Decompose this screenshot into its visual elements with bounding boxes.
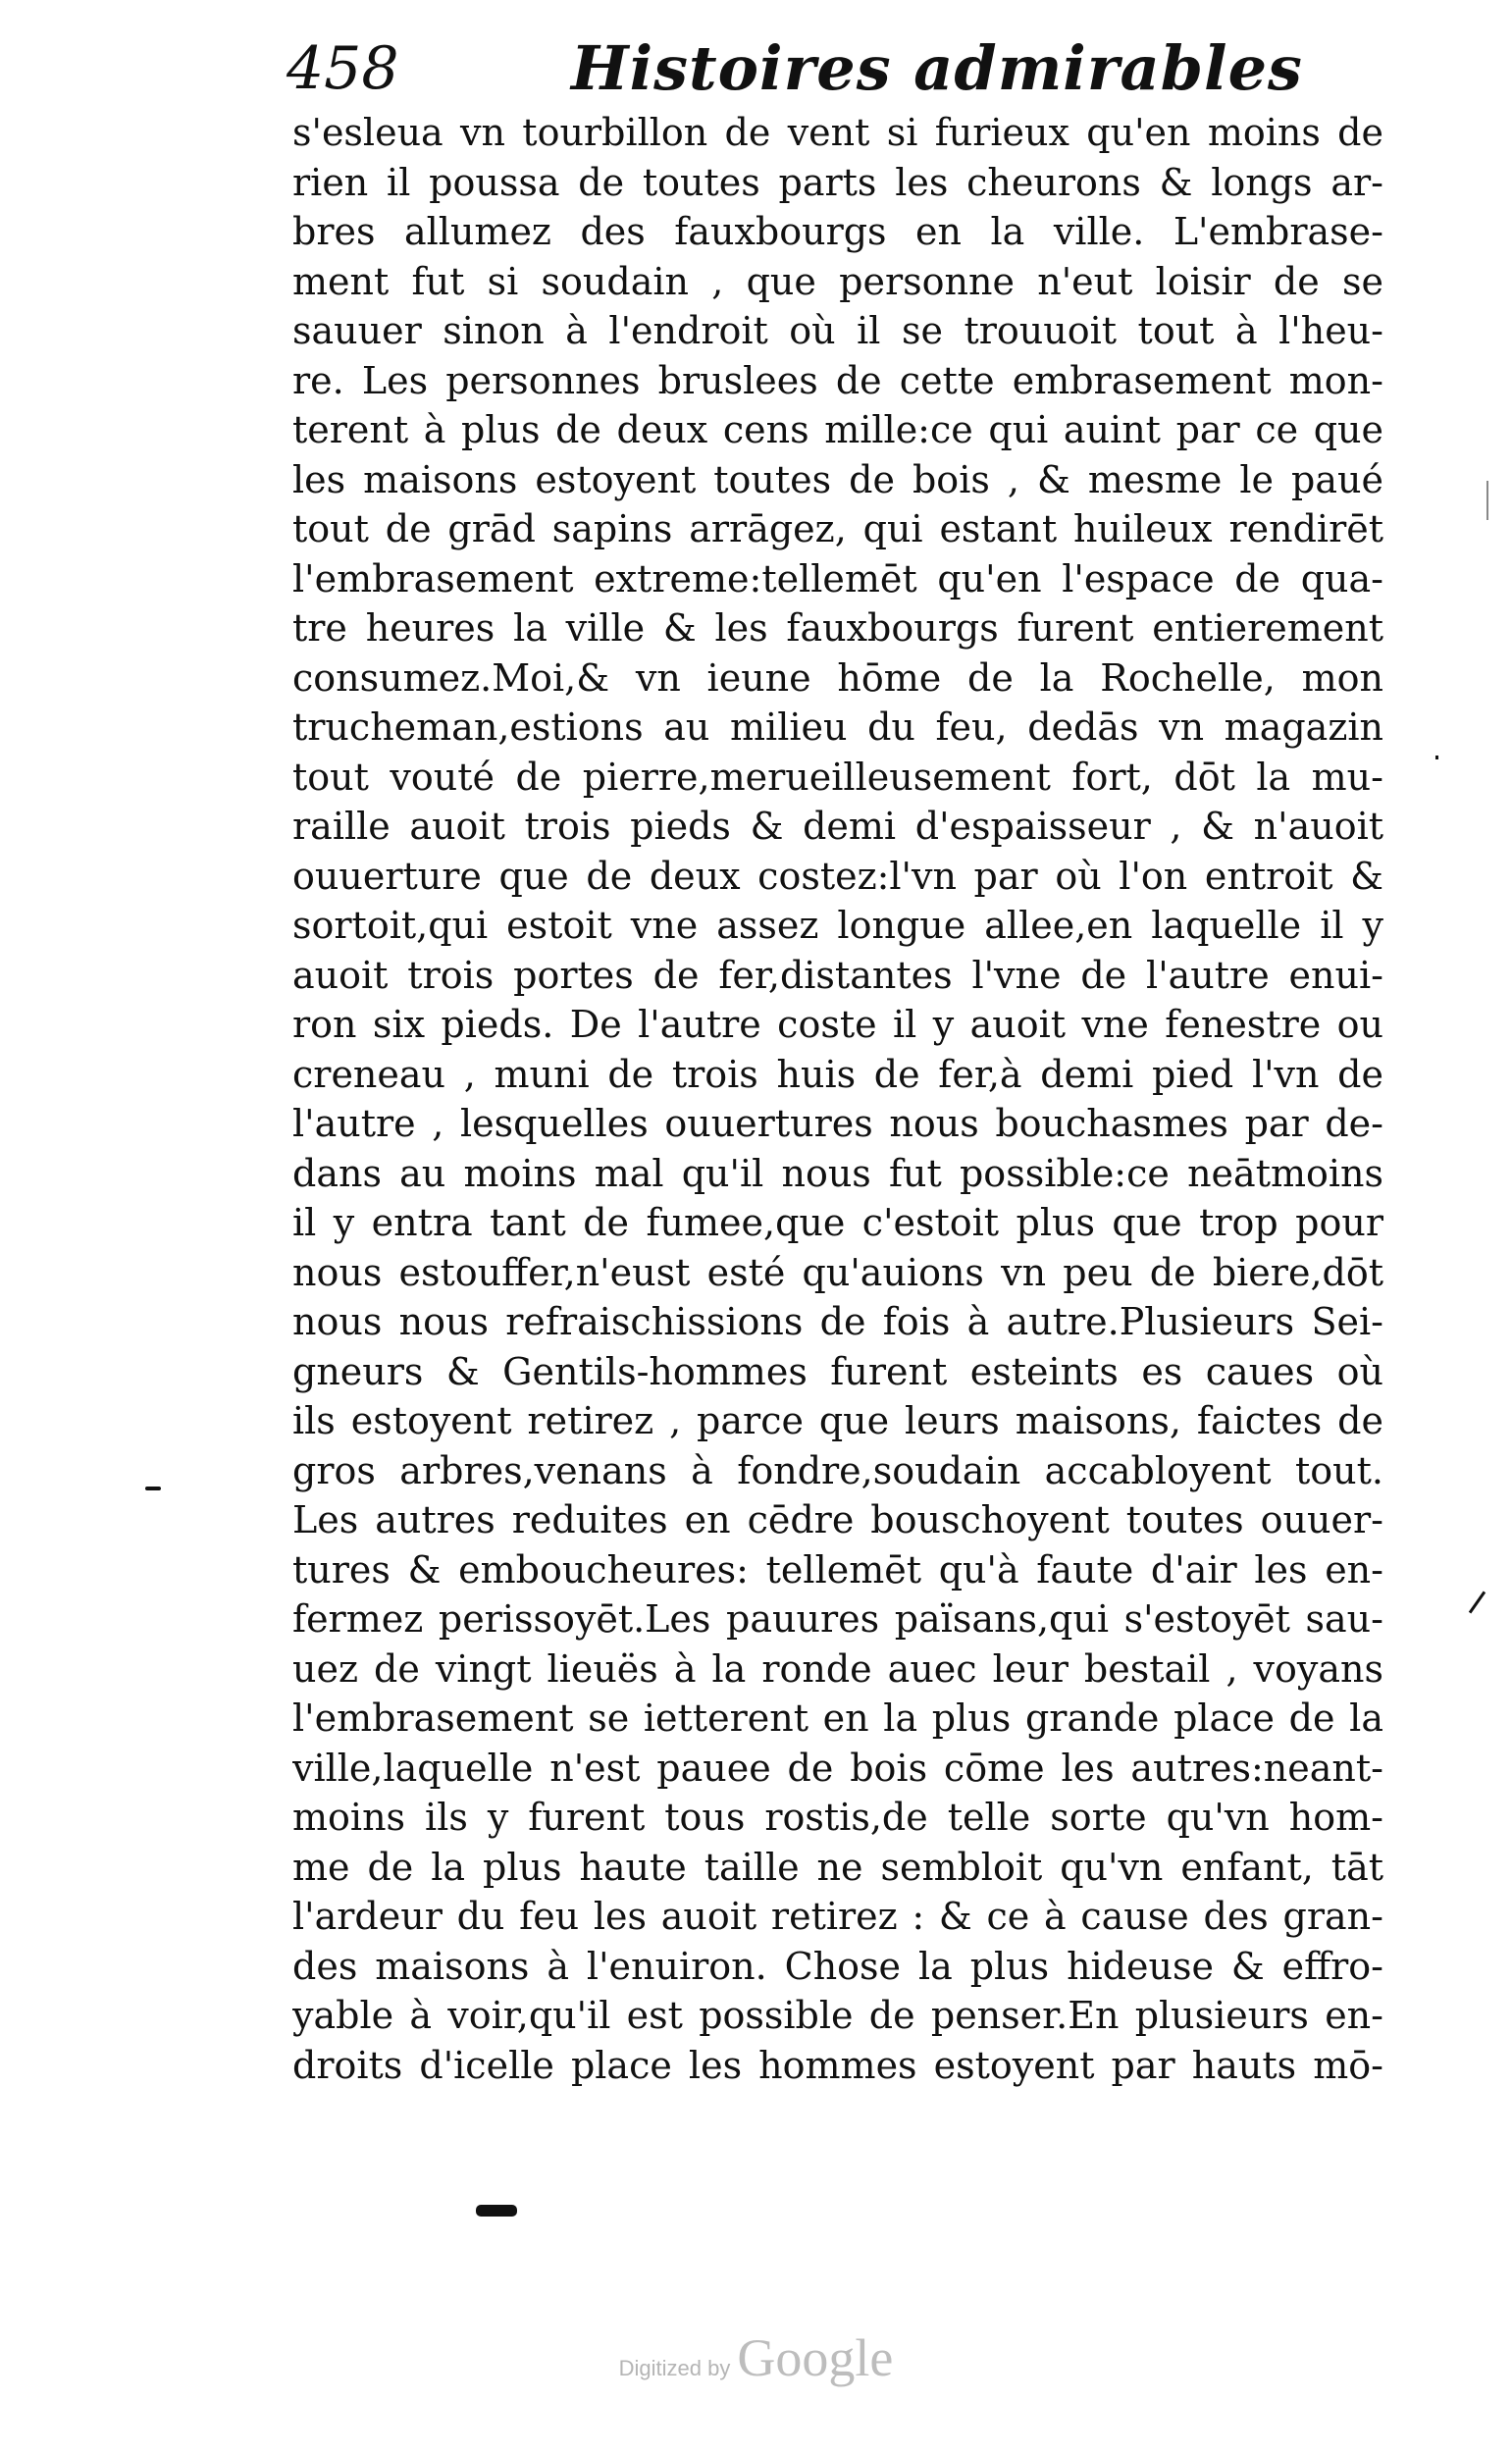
text-line: gneurs & Gentils-hommes furent esteints es caues où: [292, 1349, 1383, 1393]
text-line: Les autres reduites en cēdre bouschoyent toutes ouuer-: [292, 1498, 1383, 1541]
text-line: des maisons à l'enuiron. Chose la plus hideuse & effro-: [292, 1944, 1383, 1988]
text-line: l'autre , lesquelles ouuertures nous bouchasmes par de-: [292, 1102, 1383, 1145]
margin-mark: [1486, 481, 1488, 520]
text-line: bres allumez des fauxbourgs en la ville. L'embrase-: [292, 210, 1383, 253]
text-line: rien il poussa de toutes parts les cheurons & longs ar-: [292, 160, 1383, 204]
text-line: yable à voir,qu'il est possible de penser.En plusieurs en-: [292, 1994, 1383, 2037]
text-line: me de la plus haute taille ne sembloit qu'vn enfant, tāt: [292, 1845, 1383, 1889]
running-title: Histoires admirables: [571, 32, 1303, 104]
page-header: [287, 29, 1376, 108]
ink-blot: [476, 2205, 517, 2217]
text-line: fermez perissoyēt.Les pauures païsans,qui s'estoyēt sau-: [292, 1597, 1383, 1641]
text-line: auoit trois portes de fer,distantes l'vne de l'autre enui-: [292, 953, 1383, 997]
text-line: tout de grād sapins arrāgez, qui estant huileux rendirēt: [292, 507, 1383, 550]
text-line: sortoit,qui estoit vne assez longue allee,en laquelle il y: [292, 904, 1383, 947]
text-line: nous nous refraischissions de fois à autre.Plusieurs Sei-: [292, 1300, 1383, 1343]
margin-mark: [145, 1487, 161, 1490]
body-text: [292, 108, 1383, 2090]
text-line: trucheman,estions au milieu du feu, dedās vn magazin: [292, 705, 1383, 749]
text-line: raille auoit trois pieds & demi d'espaisseur , & n'auoit: [292, 805, 1383, 848]
text-line: nous estouffer,n'eust esté qu'auions vn peu de biere,dōt: [292, 1250, 1383, 1294]
text-line: ment fut si soudain , que personne n'eut loisir de se: [292, 259, 1383, 303]
text-line: uez de vingt lieuës à la ronde auec leur bestail , voyans: [292, 1646, 1383, 1691]
digitization-watermark: [0, 2327, 1512, 2396]
text-line: creneau , muni de trois huis de fer,à demi pied l'vn de: [292, 1052, 1383, 1096]
text-line: re. Les personnes bruslees de cette embrasement mon-: [292, 358, 1383, 402]
text-line: dans au moins mal qu'il nous fut possible:ce neātmoins: [292, 1151, 1383, 1195]
text-line: terent à plus de deux cens mille:ce qui auint par ce que: [292, 408, 1383, 451]
google-logo: Google: [737, 2328, 894, 2387]
text-line: sauuer sinon à l'endroit où il se trouuoit tout à l'heu-: [292, 309, 1383, 352]
text-line: l'ardeur du feu les auoit retirez : & ce à cause des gran-: [292, 1895, 1383, 1938]
digitized-by-label: Digitized by: [618, 2356, 731, 2380]
margin-mark: [1435, 756, 1438, 759]
text-line: les maisons estoyent toutes de bois , & mesme le paué: [292, 457, 1383, 501]
text-line: moins ils y furent tous rostis,de telle sorte qu'vn hom-: [292, 1796, 1383, 1839]
text-line: gros arbres,venans à fondre,soudain accabloyent tout.: [292, 1448, 1383, 1492]
text-line: tre heures la ville & les fauxbourgs furent entierement: [292, 606, 1383, 650]
text-line: s'esleua vn tourbillon de vent si furieux qu'en moins de: [292, 111, 1383, 154]
text-line: l'embrasement extreme:tellemēt qu'en l'espace de qua-: [292, 556, 1383, 600]
text-line: ron six pieds. De l'autre coste il y auoit vne fenestre ou: [292, 1003, 1383, 1046]
page-number: 458: [287, 34, 399, 103]
text-line: tures & emboucheures: tellemēt qu'à faute d'air les en-: [292, 1547, 1383, 1592]
text-line: ils estoyent retirez , parce que leurs maisons, faictes de: [292, 1399, 1383, 1442]
text-line: ouuerture que de deux costez:l'vn par où l'on entroit &: [292, 854, 1383, 898]
text-line: l'embrasement se ietterent en la plus grande place de la: [292, 1696, 1383, 1740]
margin-mark: [1469, 1591, 1486, 1613]
text-line: tout vouté de pierre,merueilleusement fort, dōt la mu-: [292, 755, 1383, 799]
text-line: droits d'icelle place les hommes estoyent par hauts mō-: [292, 2043, 1383, 2087]
text-line: ville,laquelle n'est pauee de bois cōme les autres:neant-: [292, 1746, 1383, 1790]
text-line: consumez.Moi,& vn ieune hōme de la Rochelle, mon: [292, 655, 1383, 700]
text-line: il y entra tant de fumee,que c'estoit plus que trop pour: [292, 1201, 1383, 1244]
